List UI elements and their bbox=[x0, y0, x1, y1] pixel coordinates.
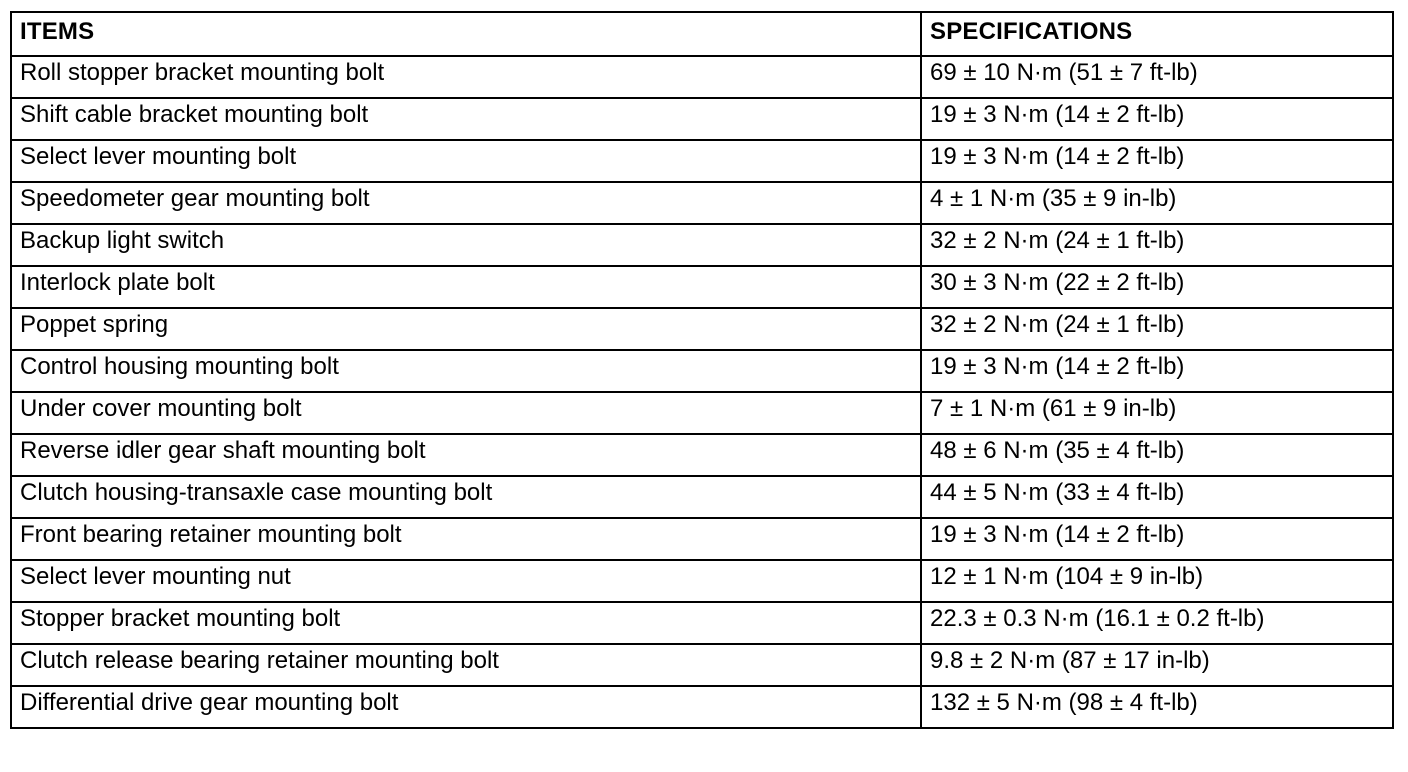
item-cell: Clutch release bearing retainer mounting bolt bbox=[11, 644, 921, 686]
spec-cell: 19 ± 3 N·m (14 ± 2 ft-lb) bbox=[921, 350, 1393, 392]
specifications-column-header: SPECIFICATIONS bbox=[921, 12, 1393, 56]
item-cell: Select lever mounting bolt bbox=[11, 140, 921, 182]
table-row bbox=[11, 182, 1393, 224]
item-cell: Roll stopper bracket mounting bolt bbox=[11, 56, 921, 98]
item-cell: Speedometer gear mounting bolt bbox=[11, 182, 921, 224]
spec-cell: 19 ± 3 N·m (14 ± 2 ft-lb) bbox=[921, 140, 1393, 182]
spec-cell: 32 ± 2 N·m (24 ± 1 ft-lb) bbox=[921, 308, 1393, 350]
table-row bbox=[11, 476, 1393, 518]
table-row bbox=[11, 392, 1393, 434]
item-cell: Backup light switch bbox=[11, 224, 921, 266]
table-row bbox=[11, 350, 1393, 392]
item-cell: Control housing mounting bolt bbox=[11, 350, 921, 392]
table-row bbox=[11, 518, 1393, 560]
spec-cell: 12 ± 1 N·m (104 ± 9 in-lb) bbox=[921, 560, 1393, 602]
item-cell: Shift cable bracket mounting bolt bbox=[11, 98, 921, 140]
table-row bbox=[11, 644, 1393, 686]
table-row bbox=[11, 98, 1393, 140]
table-row bbox=[11, 224, 1393, 266]
table-header-row bbox=[11, 12, 1393, 56]
table-row bbox=[11, 308, 1393, 350]
item-cell: Poppet spring bbox=[11, 308, 921, 350]
items-column-header: ITEMS bbox=[11, 12, 921, 56]
item-cell: Select lever mounting nut bbox=[11, 560, 921, 602]
spec-cell: 32 ± 2 N·m (24 ± 1 ft-lb) bbox=[921, 224, 1393, 266]
table-row bbox=[11, 434, 1393, 476]
item-cell: Front bearing retainer mounting bolt bbox=[11, 518, 921, 560]
spec-cell: 132 ± 5 N·m (98 ± 4 ft-lb) bbox=[921, 686, 1393, 728]
item-cell: Reverse idler gear shaft mounting bolt bbox=[11, 434, 921, 476]
spec-cell: 69 ± 10 N·m (51 ± 7 ft-lb) bbox=[921, 56, 1393, 98]
table-row bbox=[11, 56, 1393, 98]
spec-cell: 30 ± 3 N·m (22 ± 2 ft-lb) bbox=[921, 266, 1393, 308]
table-row bbox=[11, 686, 1393, 728]
table-row bbox=[11, 602, 1393, 644]
spec-cell: 4 ± 1 N·m (35 ± 9 in-lb) bbox=[921, 182, 1393, 224]
item-cell: Differential drive gear mounting bolt bbox=[11, 686, 921, 728]
spec-cell: 22.3 ± 0.3 N·m (16.1 ± 0.2 ft-lb) bbox=[921, 602, 1393, 644]
spec-cell: 7 ± 1 N·m (61 ± 9 in-lb) bbox=[921, 392, 1393, 434]
table-row bbox=[11, 140, 1393, 182]
torque-spec-table bbox=[10, 11, 1394, 729]
item-cell: Under cover mounting bolt bbox=[11, 392, 921, 434]
spec-cell: 9.8 ± 2 N·m (87 ± 17 in-lb) bbox=[921, 644, 1393, 686]
spec-cell: 48 ± 6 N·m (35 ± 4 ft-lb) bbox=[921, 434, 1393, 476]
item-cell: Interlock plate bolt bbox=[11, 266, 921, 308]
spec-cell: 44 ± 5 N·m (33 ± 4 ft-lb) bbox=[921, 476, 1393, 518]
spec-cell: 19 ± 3 N·m (14 ± 2 ft-lb) bbox=[921, 518, 1393, 560]
item-cell: Stopper bracket mounting bolt bbox=[11, 602, 921, 644]
spec-cell: 19 ± 3 N·m (14 ± 2 ft-lb) bbox=[921, 98, 1393, 140]
table-row bbox=[11, 266, 1393, 308]
table-row bbox=[11, 560, 1393, 602]
item-cell: Clutch housing-transaxle case mounting bolt bbox=[11, 476, 921, 518]
